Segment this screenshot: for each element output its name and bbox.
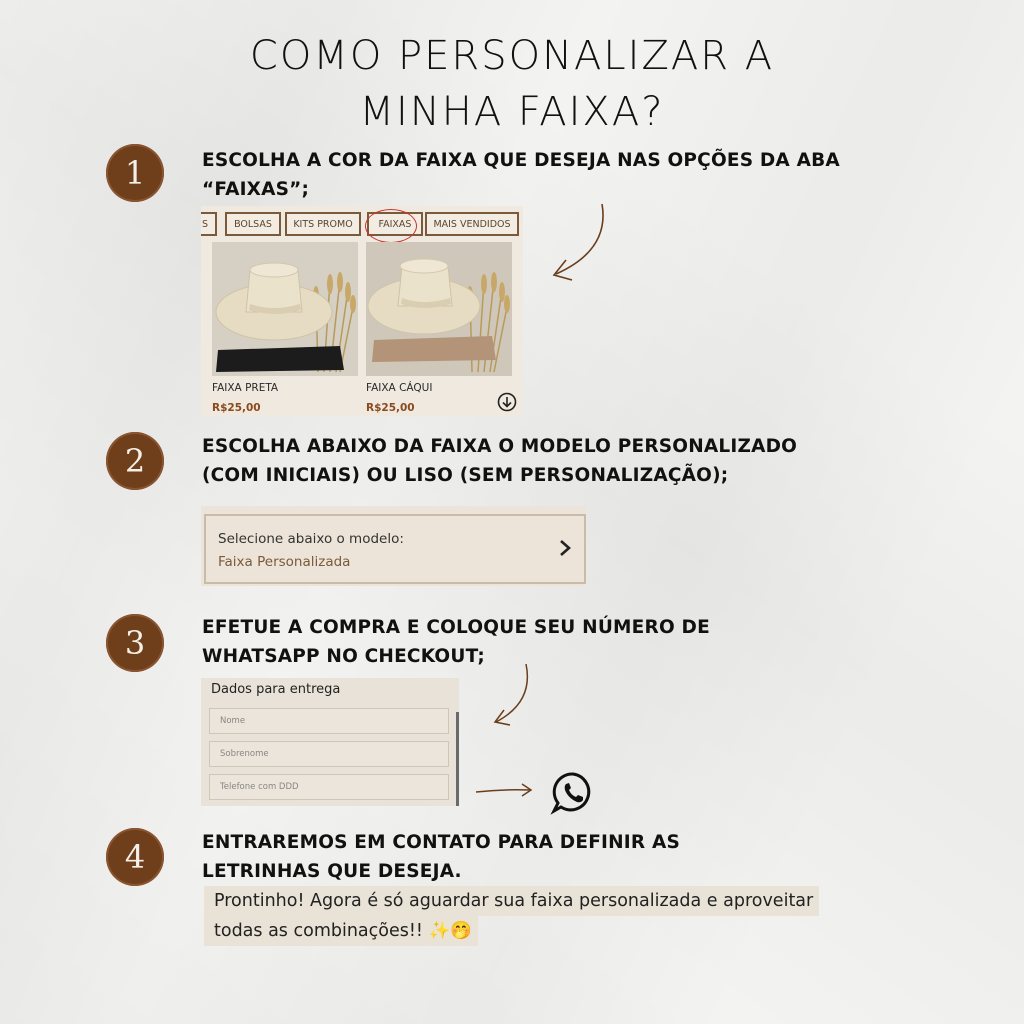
- product-card[interactable]: [366, 242, 512, 412]
- step-2-text: [202, 432, 797, 490]
- step-4-line-2: LETRINHAS QUE DESEJA.: [202, 861, 462, 882]
- product-photo-khaki-band: [366, 242, 512, 376]
- step-1-line-1: ESCOLHA A COR DA FAIXA QUE DESEJA NAS OPÇÕES DA ABA: [202, 150, 840, 171]
- product-price: R$25,00: [366, 402, 415, 414]
- step-2-number: 2: [106, 432, 164, 490]
- model-select-label: Selecione abaixo o modelo:: [218, 531, 404, 547]
- product-name: FAIXA CÁQUI: [366, 382, 433, 394]
- title-line-1: COMO PERSONALIZAR A: [249, 33, 775, 79]
- product-price: R$25,00: [212, 402, 261, 414]
- highlight-circle: [365, 209, 417, 243]
- step-1-number: 1: [106, 144, 164, 202]
- tab-faixas-label: FAIXAS: [378, 218, 412, 230]
- title-line-2: MINHA FAIXA?: [359, 89, 665, 135]
- product-card[interactable]: [212, 242, 358, 412]
- chevron-right-icon[interactable]: [558, 538, 572, 558]
- step-3-number: 3: [106, 614, 164, 672]
- tab-bolsas[interactable]: BOLSAS: [225, 212, 281, 236]
- download-icon[interactable]: [497, 392, 517, 412]
- arrow-icon: [490, 662, 534, 728]
- delivery-form: [201, 678, 459, 806]
- step-1-text: [202, 146, 840, 204]
- step-4-text: [202, 828, 680, 886]
- step-3-line-2: WHATSAPP NO CHECKOUT;: [202, 646, 485, 667]
- final-message-line-2: todas as combinações!! ✨🤭: [204, 916, 478, 946]
- final-message: [204, 886, 819, 946]
- scrollbar[interactable]: [456, 712, 459, 806]
- tab-kits-promo[interactable]: KITS PROMO: [285, 212, 361, 236]
- model-select-frame: [204, 514, 586, 584]
- product-name: FAIXA PRETA: [212, 382, 279, 394]
- tab-mais-vendidos[interactable]: MAIS VENDIDOS: [425, 212, 519, 236]
- arrow-icon: [548, 200, 612, 286]
- final-message-line-1: Prontinho! Agora é só aguardar sua faixa personalizada e aproveitar: [204, 886, 819, 916]
- step-3-text: [202, 613, 710, 671]
- step-3-line-1: EFETUE A COMPRA E COLOQUE SEU NÚMERO DE: [202, 617, 710, 638]
- step-1-line-2: “FAIXAS”;: [202, 179, 310, 200]
- arrow-icon: [474, 782, 534, 798]
- name-field[interactable]: Nome: [209, 708, 449, 734]
- step-2-line-1: ESCOLHA ABAIXO DA FAIXA O MODELO PERSONALIZADO: [202, 436, 798, 457]
- tab-faixas[interactable]: [367, 212, 423, 236]
- step-4-line-1: ENTRAREMOS EM CONTATO PARA DEFINIR AS: [202, 832, 681, 853]
- tab-partial[interactable]: S: [201, 212, 217, 236]
- shop-screenshot: [201, 206, 523, 416]
- shop-tabs: [201, 212, 523, 234]
- step-4-number: 4: [106, 828, 164, 886]
- model-select-value: Faixa Personalizada: [218, 554, 351, 570]
- whatsapp-icon: [550, 770, 596, 816]
- phone-field[interactable]: Telefone com DDD: [209, 774, 449, 800]
- form-title: Dados para entrega: [211, 682, 341, 697]
- page-title: [0, 28, 1024, 140]
- surname-field[interactable]: Sobrenome: [209, 741, 449, 767]
- product-photo-black-band: [212, 242, 358, 376]
- model-select[interactable]: [201, 506, 585, 586]
- step-2-line-2: (COM INICIAIS) OU LISO (SEM PERSONALIZAÇÃO);: [202, 465, 729, 486]
